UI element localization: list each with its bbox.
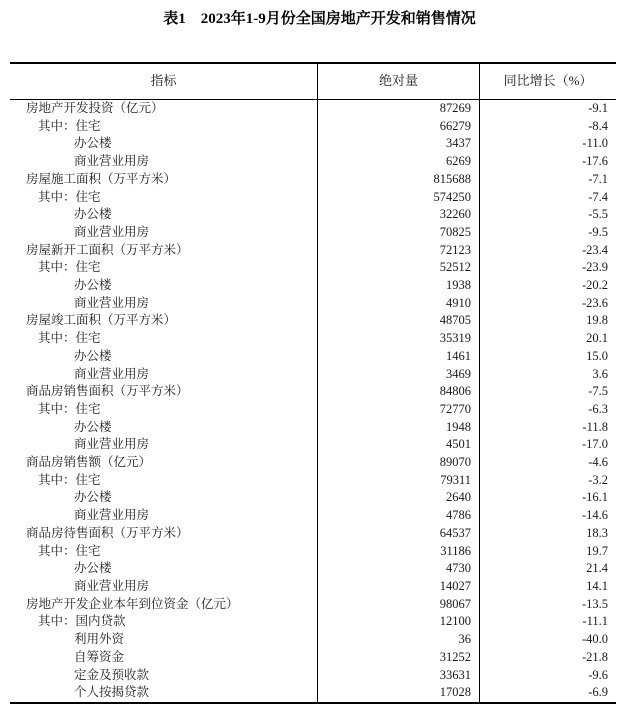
absolute-amount-cell: 3437 bbox=[318, 135, 480, 153]
yoy-growth-cell: 14.1 bbox=[586, 578, 608, 593]
yoy-growth-cell: -23.4 bbox=[581, 242, 608, 257]
table-row bbox=[10, 242, 616, 260]
indicator-cell: 办公楼 bbox=[10, 348, 318, 366]
absolute-amount-cell: 36 bbox=[318, 631, 480, 649]
yoy-growth-cell: -11.1 bbox=[582, 614, 608, 629]
indicator-cell: 其中：住宅 bbox=[10, 118, 318, 136]
indicator-cell: 其中：住宅 bbox=[10, 189, 318, 207]
absolute-amount-cell: 4786 bbox=[318, 507, 480, 525]
table-row bbox=[10, 330, 616, 348]
absolute-amount-cell: 815688 bbox=[318, 171, 480, 189]
table-row bbox=[10, 419, 616, 437]
table-row bbox=[10, 348, 616, 366]
table-row bbox=[10, 401, 616, 419]
table-row bbox=[10, 259, 616, 277]
yoy-growth-cell: -16.1 bbox=[581, 490, 608, 505]
absolute-amount-cell: 4730 bbox=[318, 560, 480, 578]
yoy-growth-cell: -4.6 bbox=[588, 455, 608, 470]
indicator-cell: 利用外资 bbox=[10, 631, 318, 649]
indicator-cell: 办公楼 bbox=[10, 489, 318, 507]
indicator-cell: 其中：住宅 bbox=[10, 472, 318, 490]
indicator-cell: 商品房待售面积（万平方米） bbox=[10, 525, 318, 543]
yoy-growth-cell: -23.6 bbox=[581, 295, 608, 310]
table-row bbox=[10, 312, 616, 330]
yoy-growth-cell: -6.3 bbox=[588, 401, 608, 416]
yoy-growth-cell: -3.2 bbox=[588, 472, 608, 487]
yoy-growth-cell: -7.4 bbox=[588, 189, 608, 204]
table-header-row bbox=[10, 64, 616, 100]
table-row bbox=[10, 667, 616, 685]
absolute-amount-cell: 6269 bbox=[318, 153, 480, 171]
absolute-amount-cell: 14027 bbox=[318, 578, 480, 596]
table-row bbox=[10, 596, 616, 614]
indicator-cell: 房屋竣工面积（万平方米） bbox=[10, 312, 318, 330]
indicator-cell: 办公楼 bbox=[10, 206, 318, 224]
table-row bbox=[10, 295, 616, 313]
table-row bbox=[10, 383, 616, 401]
header-absolute-amount: 绝对量 bbox=[318, 64, 480, 99]
absolute-amount-cell: 64537 bbox=[318, 525, 480, 543]
indicator-cell: 商业营业用房 bbox=[10, 153, 318, 171]
indicator-cell: 商业营业用房 bbox=[10, 578, 318, 596]
table-row bbox=[10, 135, 616, 153]
indicator-cell: 商业营业用房 bbox=[10, 366, 318, 384]
indicator-cell: 其中：住宅 bbox=[10, 330, 318, 348]
yoy-growth-cell: -9.5 bbox=[588, 224, 608, 239]
absolute-amount-cell: 48705 bbox=[318, 312, 480, 330]
table-row bbox=[10, 277, 616, 295]
yoy-growth-cell: 20.1 bbox=[586, 331, 608, 346]
table-row bbox=[10, 206, 616, 224]
absolute-amount-cell: 1938 bbox=[318, 277, 480, 295]
absolute-amount-cell: 70825 bbox=[318, 224, 480, 242]
table-row bbox=[10, 472, 616, 490]
yoy-growth-cell: 19.7 bbox=[586, 543, 608, 558]
yoy-growth-cell: -17.0 bbox=[581, 437, 608, 452]
header-indicator: 指标 bbox=[10, 64, 318, 99]
indicator-cell: 其中：住宅 bbox=[10, 259, 318, 277]
absolute-amount-cell: 2640 bbox=[318, 489, 480, 507]
absolute-amount-cell: 89070 bbox=[318, 454, 480, 472]
yoy-growth-cell: 21.4 bbox=[586, 561, 608, 576]
absolute-amount-cell: 31186 bbox=[318, 543, 480, 561]
yoy-growth-cell: 15.0 bbox=[586, 348, 608, 363]
yoy-growth-cell: -9.6 bbox=[588, 667, 608, 682]
indicator-cell: 房屋施工面积（万平方米） bbox=[10, 171, 318, 189]
indicator-cell: 房地产开发投资（亿元） bbox=[10, 100, 318, 118]
absolute-amount-cell: 35319 bbox=[318, 330, 480, 348]
yoy-growth-cell: -7.1 bbox=[588, 171, 608, 186]
indicator-cell: 办公楼 bbox=[10, 277, 318, 295]
yoy-growth-cell: -20.2 bbox=[581, 278, 608, 293]
indicator-cell: 商业营业用房 bbox=[10, 436, 318, 454]
absolute-amount-cell: 98067 bbox=[318, 596, 480, 614]
yoy-growth-cell: -5.5 bbox=[588, 207, 608, 222]
table-row bbox=[10, 366, 616, 384]
table-row bbox=[10, 543, 616, 561]
absolute-amount-cell: 79311 bbox=[318, 472, 480, 490]
table-row bbox=[10, 489, 616, 507]
indicator-cell: 办公楼 bbox=[10, 560, 318, 578]
yoy-growth-cell: -23.9 bbox=[581, 260, 608, 275]
table-row bbox=[10, 560, 616, 578]
absolute-amount-cell: 12100 bbox=[318, 613, 480, 631]
yoy-growth-cell: 19.8 bbox=[586, 313, 608, 328]
indicator-cell: 商业营业用房 bbox=[10, 507, 318, 525]
absolute-amount-cell: 574250 bbox=[318, 189, 480, 207]
indicator-cell: 商品房销售面积（万平方米） bbox=[10, 383, 318, 401]
yoy-growth-cell: -6.9 bbox=[588, 685, 608, 700]
yoy-growth-cell: -11.0 bbox=[582, 136, 608, 151]
absolute-amount-cell: 84806 bbox=[318, 383, 480, 401]
indicator-cell: 其中：住宅 bbox=[10, 401, 318, 419]
indicator-cell: 商业营业用房 bbox=[10, 224, 318, 242]
indicator-cell: 其中：国内贷款 bbox=[10, 613, 318, 631]
table-title: 表1 2023年1-9月份全国房地产开发和销售情况 bbox=[163, 11, 476, 27]
table-row bbox=[10, 649, 616, 667]
indicator-cell: 办公楼 bbox=[10, 419, 318, 437]
yoy-growth-cell: -21.8 bbox=[581, 649, 608, 664]
table-row bbox=[10, 613, 616, 631]
table-row bbox=[10, 578, 616, 596]
absolute-amount-cell: 87269 bbox=[318, 100, 480, 118]
table-body bbox=[10, 100, 616, 702]
absolute-amount-cell: 4501 bbox=[318, 436, 480, 454]
yoy-growth-cell: -9.1 bbox=[588, 101, 608, 115]
table-row bbox=[10, 189, 616, 207]
table-row bbox=[10, 454, 616, 472]
table-row bbox=[10, 100, 616, 118]
indicator-cell: 办公楼 bbox=[10, 135, 318, 153]
header-yoy-growth: 同比增长（%） bbox=[503, 73, 593, 88]
absolute-amount-cell: 52512 bbox=[318, 259, 480, 277]
absolute-amount-cell: 31252 bbox=[318, 649, 480, 667]
absolute-amount-cell: 1948 bbox=[318, 419, 480, 437]
absolute-amount-cell: 72770 bbox=[318, 401, 480, 419]
absolute-amount-cell: 72123 bbox=[318, 242, 480, 260]
yoy-growth-cell: -14.6 bbox=[581, 508, 608, 523]
indicator-cell: 房屋新开工面积（万平方米） bbox=[10, 242, 318, 260]
table-row bbox=[10, 171, 616, 189]
yoy-growth-cell: -11.8 bbox=[582, 419, 608, 434]
indicator-cell: 自筹资金 bbox=[10, 649, 318, 667]
absolute-amount-cell: 4910 bbox=[318, 295, 480, 313]
indicator-cell: 其中：住宅 bbox=[10, 543, 318, 561]
absolute-amount-cell: 32260 bbox=[318, 206, 480, 224]
indicator-cell: 房地产开发企业本年到位资金（亿元） bbox=[10, 596, 318, 614]
indicator-cell: 定金及预收款 bbox=[10, 667, 318, 685]
indicator-cell: 商业营业用房 bbox=[10, 295, 318, 313]
yoy-growth-cell: 18.3 bbox=[586, 525, 608, 540]
table-row bbox=[10, 224, 616, 242]
table-row bbox=[10, 684, 616, 702]
absolute-amount-cell: 33631 bbox=[318, 667, 480, 685]
indicator-cell: 个人按揭贷款 bbox=[10, 684, 318, 702]
yoy-growth-cell: 3.6 bbox=[592, 366, 608, 381]
absolute-amount-cell: 1461 bbox=[318, 348, 480, 366]
table-row bbox=[10, 525, 616, 543]
table-row bbox=[10, 507, 616, 525]
yoy-growth-cell: -40.0 bbox=[581, 632, 608, 647]
table-row bbox=[10, 436, 616, 454]
absolute-amount-cell: 3469 bbox=[318, 366, 480, 384]
table-row bbox=[10, 118, 616, 136]
stats-table bbox=[10, 62, 616, 704]
indicator-cell: 商品房销售额（亿元） bbox=[10, 454, 318, 472]
table-row bbox=[10, 631, 616, 649]
yoy-growth-cell: -13.5 bbox=[581, 596, 608, 611]
yoy-growth-cell: -7.5 bbox=[588, 384, 608, 399]
table-row bbox=[10, 153, 616, 171]
absolute-amount-cell: 17028 bbox=[318, 684, 480, 702]
absolute-amount-cell: 66279 bbox=[318, 118, 480, 136]
yoy-growth-cell: -8.4 bbox=[588, 118, 608, 133]
yoy-growth-cell: -17.6 bbox=[581, 154, 608, 169]
